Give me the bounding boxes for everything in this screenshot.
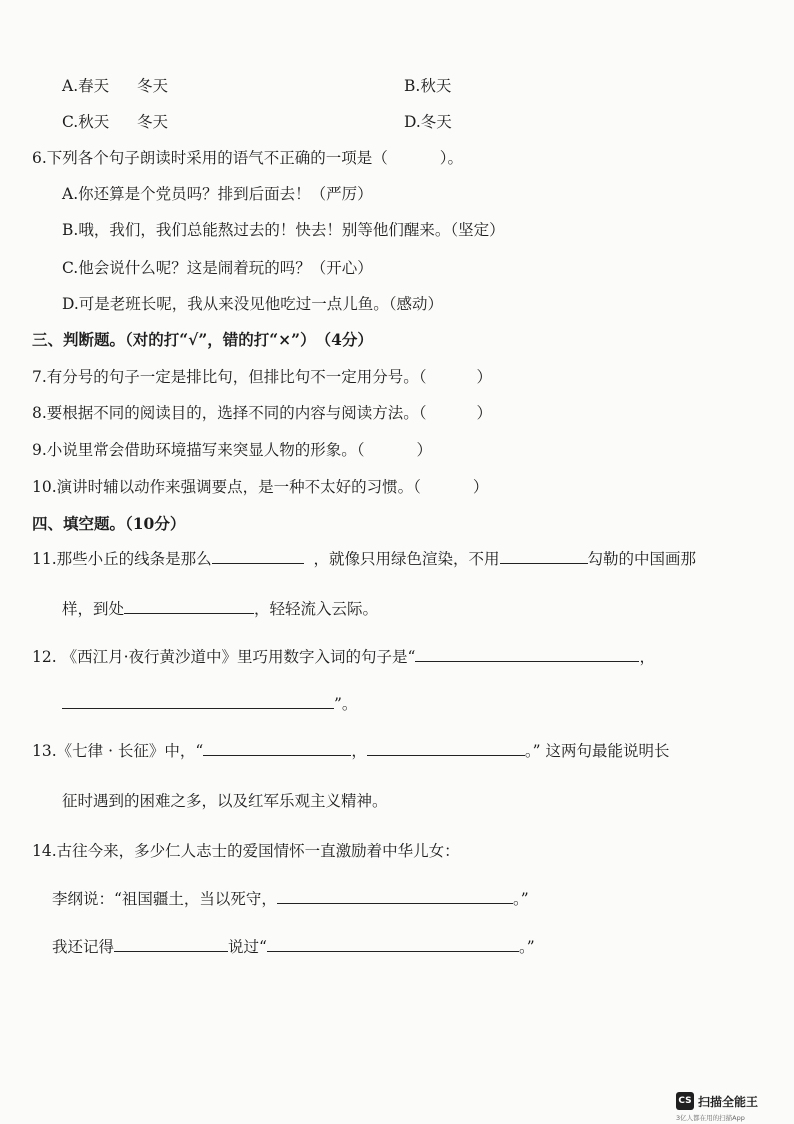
q5-a-label: A.春天 (62, 77, 110, 95)
judge-8-text: 8.要根据不同的阅读目的，选择不同的内容与阅读方法。（ (32, 404, 427, 422)
q12-blank-1[interactable] (415, 647, 639, 662)
q6-option-a: A.你还算是个党员吗？排到后面去！（严厉） (62, 185, 373, 203)
q5-option-c: C.秋天 (62, 113, 110, 131)
q13-text-a: 13.《七律 · 长征》中，“ (32, 742, 204, 760)
q5-option-d: D.冬天 (404, 113, 452, 131)
q12-blank-2[interactable] (62, 694, 334, 709)
q6-option-c: C.他会说什么呢？这是闹着玩的吗？（开心） (62, 259, 373, 277)
judge-item-10 (32, 477, 488, 497)
q14-li-close: 。” (512, 890, 529, 908)
scanner-watermark (676, 1092, 794, 1122)
q14-me-text-a: 我还记得 (52, 938, 115, 956)
q11-line1 (32, 549, 696, 569)
q11-text-c: 勾勒的中国画那 (587, 550, 697, 568)
judge-8-close: ） (476, 404, 493, 422)
judge-item-7 (32, 367, 492, 387)
q5-option-a (62, 76, 109, 96)
q6-stem (32, 148, 463, 168)
q12-line1 (32, 647, 655, 667)
q11-text-a: 11.那些小丘的线条是那么 (32, 550, 212, 568)
q14-li-text: 李纲说：“祖国疆土，当以死守， (52, 890, 277, 908)
q14-me-text-b: 说过“ (228, 938, 267, 956)
judge-10-close: ） (472, 478, 489, 496)
section3-title: 三、判断题。（对的打“√”，错的打“×”） （4分） (32, 330, 373, 349)
judge-item-9 (32, 440, 432, 460)
q11-blank-1[interactable] (212, 549, 304, 564)
q11-text-d: 样，到处 (62, 600, 125, 618)
q11-text-e: ，轻轻流入云际。 (254, 600, 379, 618)
q5-option-c-extra: 冬天 (137, 113, 169, 131)
q14-me-close: 。” (518, 938, 535, 956)
q12-close: ”。 (334, 695, 358, 713)
q11-blank-3[interactable] (124, 599, 254, 614)
q6-stem-close: ）。 (439, 149, 464, 167)
q14-stem: 14.古往今来，多少仁人志士的爱国情怀一直激励着中华儿女： (32, 842, 460, 860)
watermark-tagline: 3亿人都在用的扫描App (676, 1114, 745, 1122)
q13-blank-1[interactable] (203, 741, 351, 756)
watermark-name: 扫描全能王 (698, 1095, 759, 1109)
section4-title: 四、填空题。（10分） (32, 514, 186, 533)
q13-blank-2[interactable] (367, 741, 525, 756)
q14-blank-3[interactable] (267, 937, 519, 952)
cs-logo-icon: CS (676, 1092, 694, 1110)
q13-text-c: 。” 这两句最能说明长 (524, 742, 670, 760)
judge-10-text: 10.演讲时辅以动作来强调要点，是一种不太好的习惯。（ (32, 478, 421, 496)
q14-blank-2[interactable] (114, 937, 228, 952)
judge-9-text: 9.小说里常会借助环境描写来突显人物的形象。（ (32, 441, 365, 459)
q5-option-a-extra: 冬天 (137, 77, 169, 95)
q12-text: 12. 《西江月·夜行黄沙道中》里巧用数字入词的句子是“ (32, 648, 416, 666)
judge-7-close: ） (476, 368, 493, 386)
q14-remember (52, 937, 535, 957)
q6-option-b: B.哦，我们，我们总能熬过去的！快去！别等他们醒来。（坚定） (62, 221, 505, 239)
judge-9-close: ） (416, 441, 433, 459)
q11-blank-2[interactable] (500, 549, 588, 564)
q12-line2 (62, 694, 357, 714)
q6-option-d: D.可是老班长呢，我从来没见他吃过一点儿鱼。（感动） (62, 295, 444, 313)
q14-li-gang (52, 889, 529, 909)
judge-item-8 (32, 403, 492, 423)
q5-option-b: B.秋天 (404, 77, 452, 95)
q13-line1 (32, 741, 669, 761)
q13-line2: 征时遇到的困难之多，以及红军乐观主义精神。 (62, 792, 388, 810)
q12-comma: ， (639, 648, 655, 666)
q13-comma: ， (351, 742, 367, 760)
q11-text-b: ，就像只用绿色渲染，不用 (313, 550, 500, 568)
q11-line2 (62, 599, 378, 619)
q14-blank-1[interactable] (277, 889, 513, 904)
q6-stem-text: 6.下列各个句子朗读时采用的语气不正确的一项是（ (32, 149, 388, 167)
judge-7-text: 7.有分号的句子一定是排比句，但排比句不一定用分号。（ (32, 368, 427, 386)
